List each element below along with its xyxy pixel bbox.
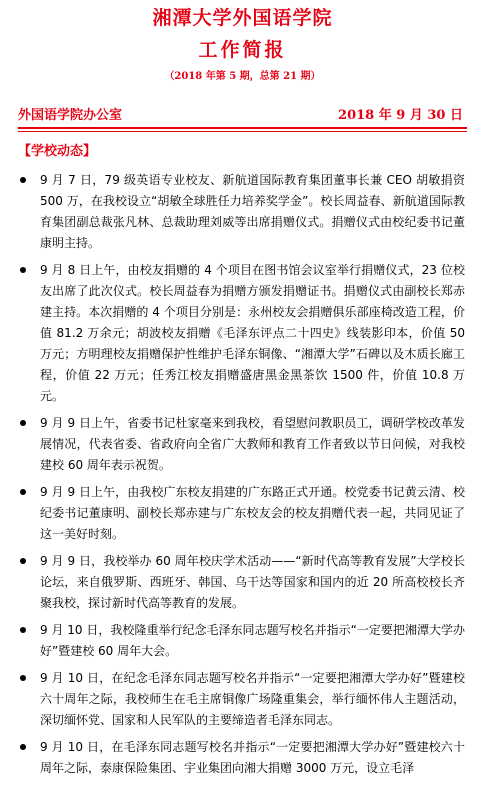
document-subtitle: 工作简报 bbox=[198, 39, 287, 61]
document-title: 湘潭大学外国语学院 bbox=[152, 7, 333, 29]
news-item bbox=[0, 620, 485, 662]
news-item bbox=[0, 170, 485, 254]
bullet-icon bbox=[20, 558, 26, 564]
news-item-text: 9 月 9 日，我校举办 60 周年校庆学术活动——“新时代高等教育发展”大学校长论坛，来自俄罗斯、西班牙、韩国、乌干达等国家和国内的近 20 所高校校长齐聚我校，探讨新时代高等教育的发展。 bbox=[40, 554, 465, 610]
news-item-text: 9 月 7 日，79 级英语专业校友、新航道国际教育集团董事长兼 CEO 胡敏捐资 500 万，在我校设立“胡敏全球胜任力培养奖学金”。校长周益春、新航道国际教育集团副总裁张凡林、总裁助理刘威等出席捐赠仪式。捐赠仪式由校纪委书记董康明主持。 bbox=[40, 173, 465, 250]
news-item-text: 9 月 9 日上午，省委书记杜家毫来到我校，看望慰问教职员工，调研学校改革发展情况，代表省委、省政府向全省广大教师和教育工作者致以节日问候，对我校建校 60 周年表示祝贺。 bbox=[40, 416, 465, 472]
issue-date: 2018 年 9 月 30 日 bbox=[338, 108, 463, 123]
header-divider-thin bbox=[18, 131, 467, 132]
bullet-icon bbox=[20, 744, 26, 750]
news-item-text: 9 月 9 日上午，由我校广东校友捐建的广东路正式开通。校党委书记黄云清、校纪委书记董康明、副校长郑赤建与广东校友会的校友捐赠代表一起，共同见证了这一美好时刻。 bbox=[40, 485, 465, 541]
issue-number: （2018 年第 5 期，总第 21 期） bbox=[164, 71, 321, 82]
news-item-text: 9 月 10 日，在纪念毛泽东同志题写校名并指示“一定要把湘潭大学办好”暨建校六十周年之际，我校师生在毛主席铜像广场隆重集会，举行缅怀伟人主题活动，深切缅怀党、国家和人民军队的主要缔造者毛泽东同志。 bbox=[40, 671, 465, 727]
news-item bbox=[0, 260, 485, 407]
header-divider-thick bbox=[18, 127, 467, 129]
news-item-text: 9 月 10 日，在毛泽东同志题写校名并指示“一定要把湘潭大学办好”暨建校六十周年之际，泰康保险集团、宇业集团向湘大捐赠 3000 万元，设立毛泽 bbox=[40, 740, 465, 775]
news-item bbox=[0, 482, 485, 545]
news-item bbox=[0, 737, 485, 779]
bullet-icon bbox=[20, 627, 26, 633]
section-title: 【学校动态】 bbox=[18, 144, 97, 159]
news-item bbox=[0, 668, 485, 731]
bullet-icon bbox=[20, 177, 26, 183]
bullet-icon bbox=[20, 420, 26, 426]
bullet-icon bbox=[20, 267, 26, 273]
news-item-text: 9 月 10 日，我校隆重举行纪念毛泽东同志题写校名并指示“一定要把湘潭大学办好”暨建校 60 周年大会。 bbox=[40, 623, 465, 658]
bullet-icon bbox=[20, 675, 26, 681]
news-item bbox=[0, 413, 485, 476]
issuing-office: 外国语学院办公室 bbox=[18, 108, 123, 123]
news-item bbox=[0, 551, 485, 614]
news-list bbox=[0, 170, 485, 785]
bullet-icon bbox=[20, 489, 26, 495]
news-item-text: 9 月 8 日上午，由校友捐赠的 4 个项目在图书馆会议室举行捐赠仪式，23 位校友出席了此次仪式。校长周益春为捐赠方颁发捐赠证书。捐赠仪式由副校长郑赤建主持。本次捐赠的 4 个项目分别是：永州校友会捐赠俱乐部座椅改造工程，价值 81.2 万余元；胡波校友捐赠《毛泽东评点二十四史》线装影印本，价值 50 万元；方明理校友捐赠保护性维护毛泽东铜像、“湘潭大学”石碑以及木质长廊工程，价值 22 万元；任秀江校友捐赠盛唐黑金黑茶饮 1500 件，价值 10.8 万元。 bbox=[40, 263, 465, 403]
